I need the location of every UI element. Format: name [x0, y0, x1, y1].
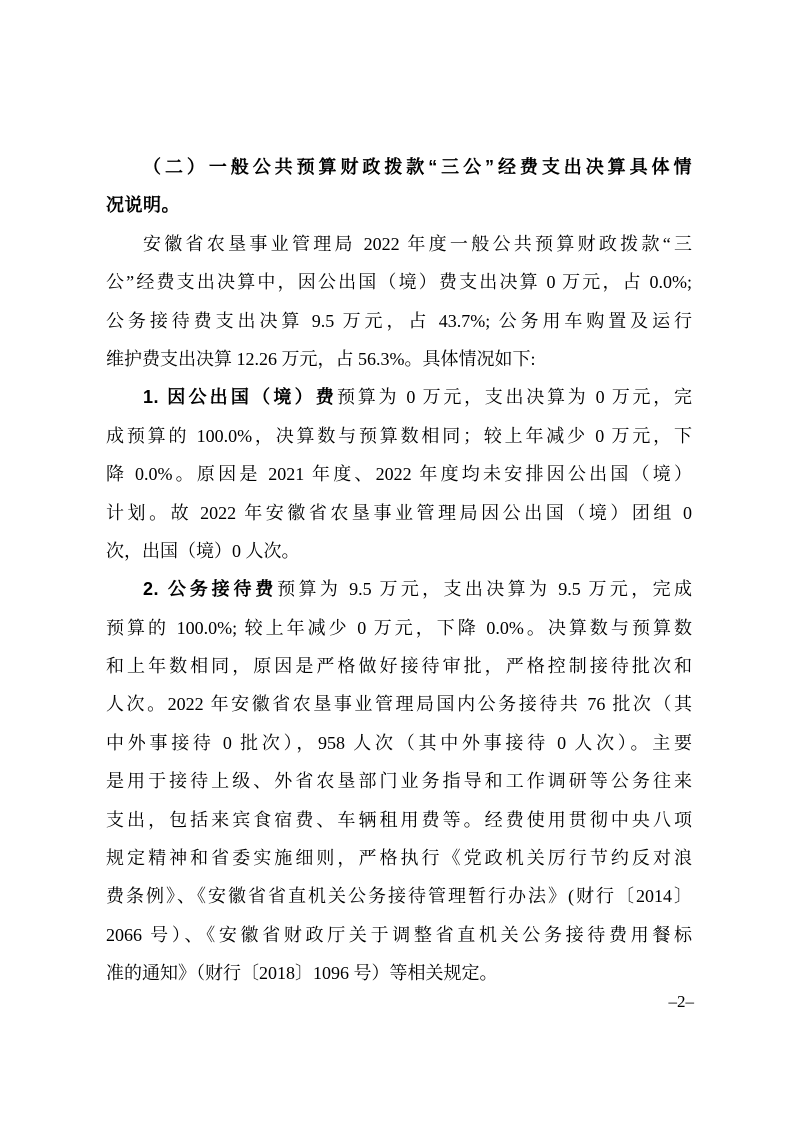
paragraph-line — [106, 417, 692, 455]
paragraph-line — [106, 225, 692, 263]
paragraph-line — [106, 801, 692, 839]
paragraph-line — [106, 378, 692, 416]
item-1-lead-text: 1. 因公出国（境）费 — [143, 387, 338, 408]
line-text: 预算为 9.5 万元，支出决算为 9.5 万元，完成 — [277, 579, 692, 600]
line-text: 预算的 100.0%; 较上年减少 0 万元，下降 0.0%。决算数与预算数 — [106, 617, 692, 638]
line-text: 计划。故 2022 年安徽省农垦事业管理局因公出国（境）团组 0 — [106, 502, 692, 523]
line-text: 规定精神和省委实施细则，严格执行《党政机关厉行节约反对浪 — [106, 848, 692, 869]
paragraph-line — [106, 340, 692, 378]
line-text: 成预算的 100.0%，决算数与预算数相同；较上年减少 0 万元，下 — [106, 425, 692, 446]
line-text: 预算为 0 万元，支出决算为 0 万元，完 — [337, 387, 692, 408]
paragraph-line — [106, 877, 692, 915]
paragraph-line — [106, 263, 692, 301]
paragraph-line — [106, 570, 692, 608]
paragraph-line — [106, 916, 692, 954]
section-heading-line-1 — [106, 148, 692, 186]
line-text: 和上年数相同，原因是严格做好接待审批，严格控制接待批次和 — [106, 656, 692, 677]
line-text: 支出，包括来宾食宿费、车辆租用费等。经费使用贯彻中央八项 — [106, 809, 692, 830]
line-text: 费条例》、《安徽省省直机关公务接待管理暂行办法》(财行〔2014〕 — [106, 886, 692, 907]
line-text: 公务接待费支出决算 9.5 万元，占 43.7%; 公务用车购置及运行 — [106, 310, 692, 331]
line-text: 2066 号）、《安徽省财政厅关于调整省直机关公务接待费用餐标 — [106, 924, 692, 945]
paragraph-line — [106, 647, 692, 685]
line-text: 维护费支出决算 12.26 万元，占 56.3%。具体情况如下: — [106, 348, 536, 369]
line-text: 人次。2022 年安徽省农垦事业管理局国内公务接待共 76 批次（其 — [106, 694, 692, 715]
paragraph-line — [106, 302, 692, 340]
line-text: 安徽省农垦事业管理局 2022 年度一般公共预算财政拨款“三 — [143, 233, 692, 254]
heading-text: 况说明。 — [106, 195, 180, 216]
paragraph-line — [106, 532, 692, 570]
paragraph-line — [106, 724, 692, 762]
paragraph-line — [106, 494, 692, 532]
paragraph-line — [106, 609, 692, 647]
line-text: 中外事接待 0 批次），958 人次（其中外事接待 0 人次）。主要 — [106, 732, 692, 753]
paragraph-line — [106, 685, 692, 723]
section-heading-line-2 — [106, 186, 692, 224]
paragraph-line — [106, 455, 692, 493]
line-text: 准的通知》（财行〔2018〕1096 号）等相关规定。 — [106, 963, 498, 984]
heading-text: （二）一般公共预算财政拨款“三公”经费支出决算具体情 — [143, 157, 692, 177]
paragraph-line — [106, 762, 692, 800]
line-text: 公”经费支出决算中，因公出国（境）费支出决算 0 万元，占 0.0%; — [106, 272, 692, 293]
page-number: –2– — [668, 992, 694, 1011]
line-text: 是用于接待上级、外省农垦部门业务指导和工作调研等公务往来 — [106, 771, 692, 792]
paragraph-line — [106, 839, 692, 877]
line-text: 次，出国（境）0 人次。 — [106, 540, 300, 561]
line-text: 降 0.0%。原因是 2021 年度、2022 年度均未安排因公出国（境） — [106, 464, 692, 485]
paragraph-line — [106, 954, 692, 992]
item-2-lead-text: 2. 公务接待费 — [143, 579, 278, 600]
document-body — [106, 148, 692, 993]
